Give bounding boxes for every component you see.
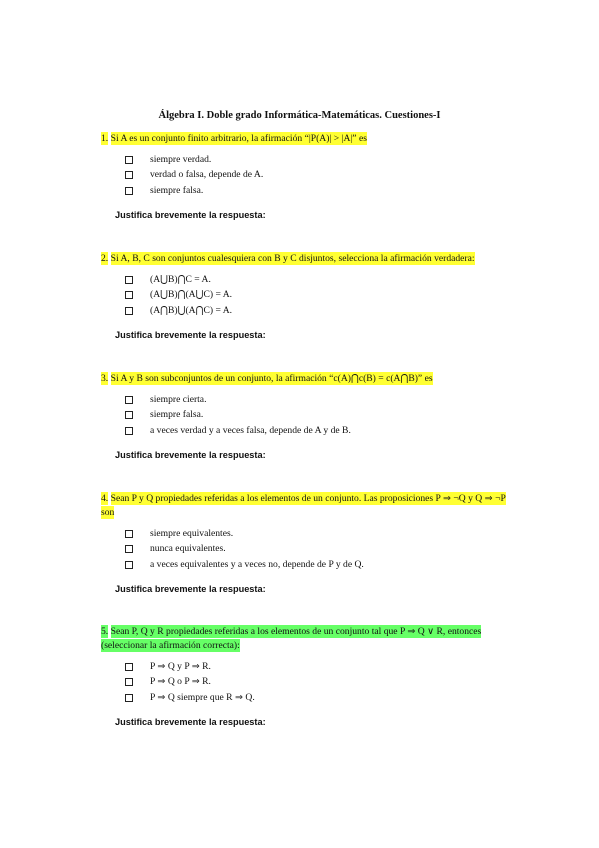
- option-label: a veces equivalentes y a veces no, depende de P y de Q.: [150, 558, 364, 570]
- question-3: [101, 372, 519, 462]
- question-stem: [101, 132, 519, 146]
- option-label: (A⋃B)⋂(A⋃C) = A.: [150, 289, 233, 301]
- checkbox[interactable]: [125, 396, 133, 404]
- option: [101, 557, 519, 573]
- option: [101, 675, 519, 691]
- option-label: P ⇒ Q o P ⇒ R.: [150, 676, 211, 688]
- option: [101, 690, 519, 706]
- option-label: nunca equivalentes.: [150, 543, 226, 555]
- option: [101, 288, 519, 304]
- question-stem: [101, 252, 519, 266]
- options-list: [101, 526, 519, 573]
- justify-label: Justifica brevemente la respuesta:: [115, 329, 266, 340]
- question-text: Si A, B, C son conjuntos cualesquiera con B y C disjuntos, selecciona la afirmación verdadera:: [110, 253, 475, 264]
- page-title: Álgebra I. Doble grado Informática-Matemáticas. Cuestiones-I: [158, 110, 441, 121]
- justify-label: Justifica brevemente la respuesta:: [115, 583, 266, 594]
- option: [101, 183, 519, 199]
- option-label: (A⋂B)⋃(A⋂C) = A.: [150, 304, 233, 316]
- question-number: 5.: [101, 626, 109, 637]
- option-label: P ⇒ Q siempre que R ⇒ Q.: [150, 691, 255, 703]
- option: [101, 423, 519, 439]
- option-label: verdad o falsa, depende de A.: [150, 169, 264, 181]
- checkbox[interactable]: [125, 307, 133, 315]
- option-label: siempre equivalentes.: [150, 527, 234, 539]
- question-stem: [101, 625, 519, 653]
- question-text: Si A y B son subconjuntos de un conjunto, la afirmación “c(A)⋂c(B) = c(A⋂B)” es: [110, 373, 433, 384]
- option-label: siempre cierta.: [150, 393, 207, 405]
- question-5: [101, 625, 519, 729]
- checkbox[interactable]: [125, 171, 133, 179]
- option: [101, 526, 519, 542]
- question-4: [101, 492, 519, 596]
- checkbox[interactable]: [125, 187, 133, 195]
- options-list: [101, 152, 519, 199]
- checkbox[interactable]: [125, 678, 133, 686]
- option: [101, 168, 519, 184]
- checkbox[interactable]: [125, 530, 133, 538]
- option: [101, 303, 519, 319]
- checkbox[interactable]: [125, 156, 133, 164]
- question-number: 1.: [101, 133, 109, 144]
- question-text: Sean P, Q y R propiedades referidas a los elementos de un conjunto tal que P ⇒ Q ∨ R, entonces (seleccionar la afirmación correcta):: [101, 626, 482, 651]
- checkbox[interactable]: [125, 561, 133, 569]
- checkbox[interactable]: [125, 694, 133, 702]
- option: [101, 659, 519, 675]
- checkbox[interactable]: [125, 411, 133, 419]
- option: [101, 392, 519, 408]
- question-number: 4.: [101, 493, 109, 504]
- question-number: 3.: [101, 373, 109, 384]
- checkbox[interactable]: [125, 291, 133, 299]
- checkbox[interactable]: [125, 663, 133, 671]
- justify-label: Justifica brevemente la respuesta:: [115, 716, 266, 727]
- option-label: (A⋃B)⋂C = A.: [150, 273, 211, 285]
- option-label: siempre verdad.: [150, 153, 212, 165]
- question-text: Si A es un conjunto finito arbitrario, la afirmación “|P(A)| > |A|” es: [110, 133, 367, 144]
- question-stem: [101, 372, 519, 386]
- options-list: [101, 659, 519, 706]
- option: [101, 272, 519, 288]
- question-1: [101, 132, 519, 222]
- question-number: 2.: [101, 253, 109, 264]
- option: [101, 542, 519, 558]
- option-label: siempre falsa.: [150, 184, 204, 196]
- justify-label: Justifica brevemente la respuesta:: [115, 449, 266, 460]
- option-label: a veces verdad y a veces falsa, depende de A y de B.: [150, 424, 351, 436]
- question-text: Sean P y Q propiedades referidas a los elementos de un conjunto. Las proposiciones P ⇒ ¬Q y Q ⇒ ¬P son: [101, 493, 506, 518]
- checkbox[interactable]: [125, 276, 133, 284]
- option-label: P ⇒ Q y P ⇒ R.: [150, 660, 211, 672]
- option: [101, 152, 519, 168]
- checkbox[interactable]: [125, 545, 133, 553]
- justify-label: Justifica brevemente la respuesta:: [115, 209, 266, 220]
- option-label: siempre falsa.: [150, 409, 204, 421]
- options-list: [101, 272, 519, 319]
- question-2: [101, 252, 519, 342]
- option: [101, 408, 519, 424]
- options-list: [101, 392, 519, 439]
- checkbox[interactable]: [125, 427, 133, 435]
- question-stem: [101, 492, 519, 520]
